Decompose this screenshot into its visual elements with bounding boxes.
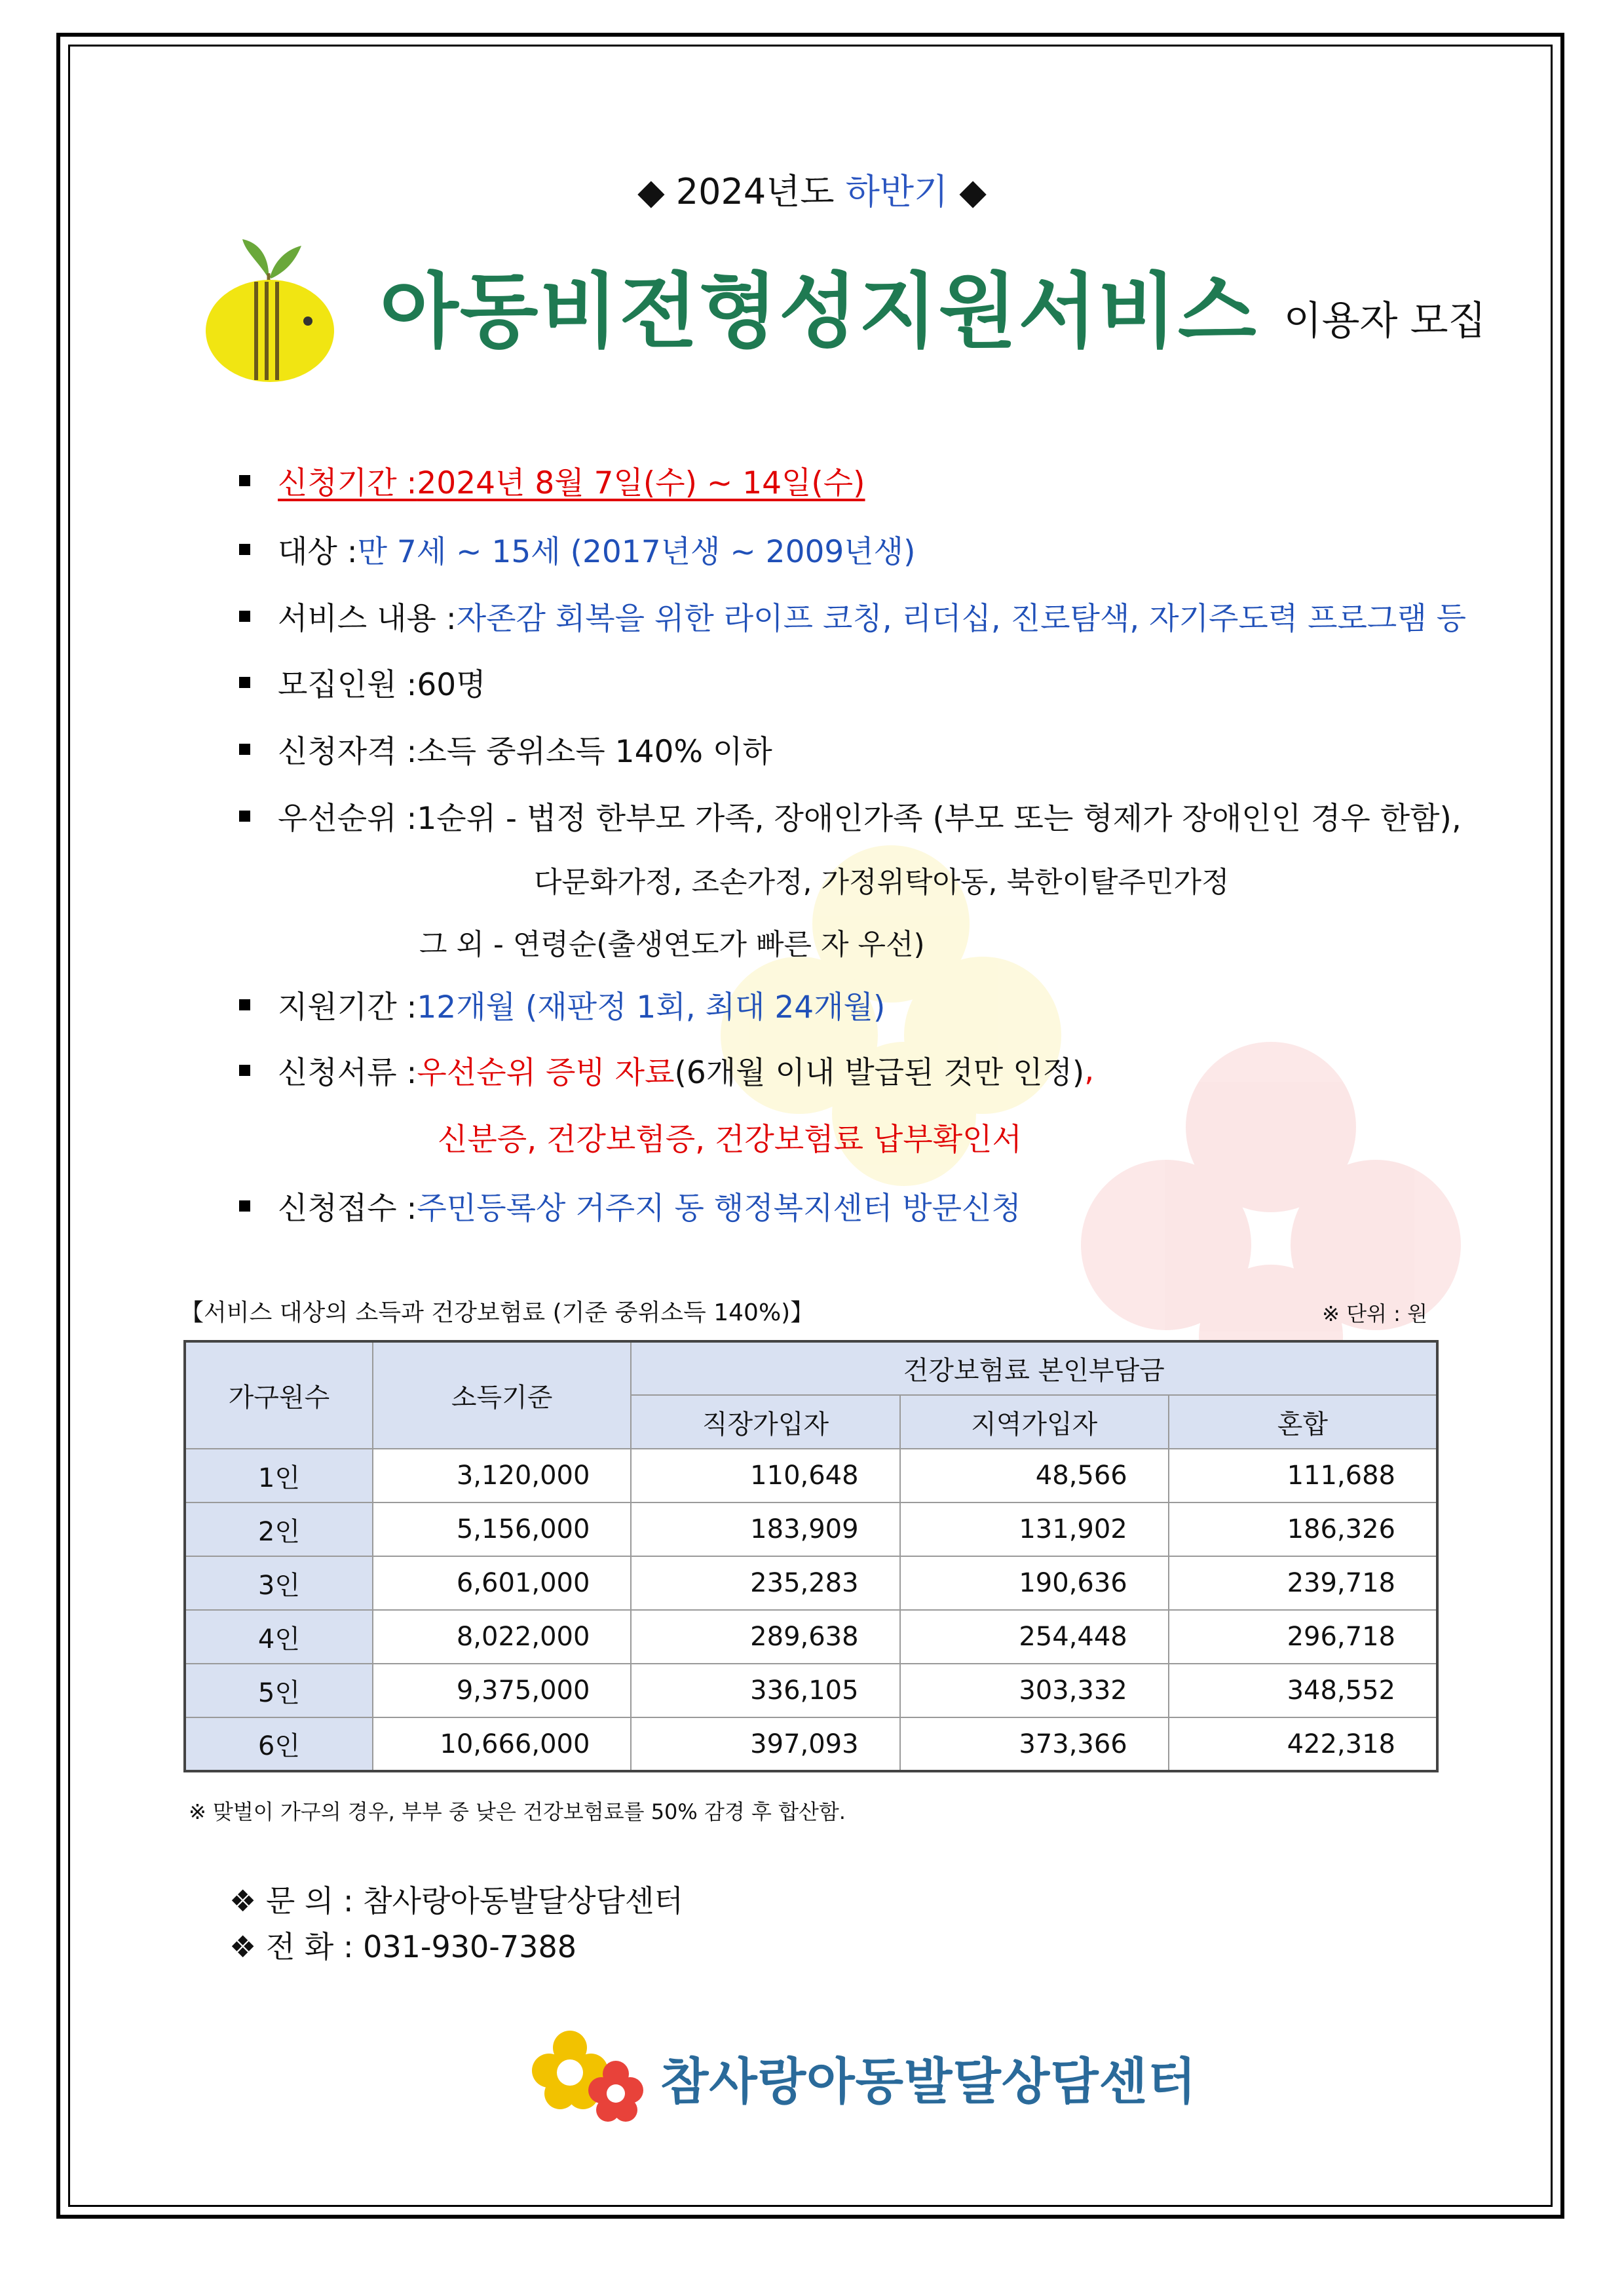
item-service <box>239 594 1466 638</box>
table-row <box>185 1449 1437 1502</box>
cell-income: 9,375,000 <box>373 1664 632 1717</box>
header-income: 소득기준 <box>373 1341 632 1449</box>
cell-household: 6인 <box>185 1717 373 1771</box>
cell-household: 4인 <box>185 1610 373 1664</box>
item-qualification <box>239 727 772 771</box>
inquiry-value: 참사랑아동발달상담센터 <box>363 1883 683 1919</box>
cell-mixed: 111,688 <box>1169 1449 1437 1502</box>
service-value: 자존감 회복을 위한 라이프 코칭, 리더십, 진로탐색, 자기주도력 프로그램 등 <box>456 601 1467 637</box>
header-premium-group: 건강보험료 본인부담금 <box>631 1341 1437 1395</box>
cell-regional: 373,366 <box>900 1717 1169 1771</box>
diamond-right-icon: ◆ <box>959 171 987 212</box>
priority-line3: 그 외 - 연령순(출생연도가 빠른 자 우선) <box>419 928 925 961</box>
item-reception <box>239 1184 1021 1228</box>
table-caption: 【서비스 대상의 소득과 건강보험료 (기준 중위소득 140%)】 <box>180 1299 814 1326</box>
title-suffix: 이용자 모집 <box>1283 298 1486 344</box>
support-value: 12개월 (재판정 1회, 최대 24개월) <box>417 989 886 1025</box>
qualification-value: 소득 중위소득 140% 이하 <box>417 734 772 770</box>
bullet-icon <box>239 677 250 688</box>
apply-period-value: 2024년 8월 7일(수) ~ 14일(수) <box>417 465 865 501</box>
subtitle <box>0 164 1624 214</box>
cell-regional: 48,566 <box>900 1449 1169 1502</box>
documents-comma: , <box>1084 1052 1095 1088</box>
item-recruit <box>239 660 486 704</box>
cell-income: 10,666,000 <box>373 1717 632 1771</box>
qualification-label: 신청자격 : <box>278 734 417 770</box>
cell-employee: 110,648 <box>631 1449 899 1502</box>
service-label: 서비스 내용 : <box>278 601 457 637</box>
cell-employee: 183,909 <box>631 1502 899 1556</box>
cell-mixed: 348,552 <box>1169 1664 1437 1717</box>
bullet-icon <box>239 611 250 622</box>
cell-income: 8,022,000 <box>373 1610 632 1664</box>
cell-household: 2인 <box>185 1502 373 1556</box>
header-regional: 지역가입자 <box>900 1395 1169 1449</box>
cell-household: 1인 <box>185 1449 373 1502</box>
cell-employee: 336,105 <box>631 1664 899 1717</box>
table-row <box>185 1664 1437 1717</box>
priority-label: 우선순위 : <box>278 801 417 837</box>
phone-value: 031-930-7388 <box>363 1929 576 1964</box>
target-label: 대상 : <box>278 534 358 570</box>
table-row <box>185 1610 1437 1664</box>
table-unit: ※ 단위 : 원 <box>1322 1301 1427 1326</box>
table-row <box>185 1717 1437 1771</box>
phone-label: ❖ 전 화 : <box>229 1929 364 1964</box>
documents-line2: 신분증, 건강보험증, 건강보험료 납부확인서 <box>438 1122 1022 1158</box>
cell-regional: 254,448 <box>900 1610 1169 1664</box>
documents-red-part: 우선순위 증빙 자료 <box>417 1055 675 1091</box>
cell-regional: 131,902 <box>900 1502 1169 1556</box>
diamond-left-icon: ◆ <box>637 171 665 212</box>
cell-regional: 190,636 <box>900 1556 1169 1610</box>
reception-label: 신청접수 : <box>278 1191 417 1227</box>
header-mixed: 혼합 <box>1169 1395 1437 1449</box>
cell-income: 6,601,000 <box>373 1556 632 1610</box>
flower-logo-icon <box>531 2028 649 2126</box>
reception-value: 주민등록상 거주지 동 행정복지센터 방문신청 <box>417 1191 1021 1227</box>
inquiry-label: ❖ 문 의 : <box>229 1883 364 1919</box>
income-premium-table <box>183 1340 1439 1772</box>
bullet-icon <box>239 1200 250 1212</box>
support-label: 지원기간 : <box>278 989 417 1025</box>
recruit-label: 모집인원 : <box>278 667 417 703</box>
cell-employee: 397,093 <box>631 1717 899 1771</box>
cell-income: 3,120,000 <box>373 1449 632 1502</box>
bullet-icon <box>239 744 250 755</box>
cell-employee: 235,283 <box>631 1556 899 1610</box>
bullet-icon <box>239 999 250 1010</box>
apply-period-label: 신청기간 : <box>278 465 417 501</box>
cell-income: 5,156,000 <box>373 1502 632 1556</box>
bullet-icon <box>239 544 250 555</box>
cell-mixed: 239,718 <box>1169 1556 1437 1610</box>
subtitle-half: 하반기 <box>845 171 949 212</box>
item-documents <box>239 1048 1094 1092</box>
contact-phone <box>229 1923 576 1966</box>
item-support <box>239 983 885 1027</box>
item-apply-period <box>239 459 865 503</box>
bullet-icon <box>239 1065 250 1076</box>
cell-household: 5인 <box>185 1664 373 1717</box>
documents-note: (6개월 이내 발급된 것만 인정) <box>674 1055 1085 1091</box>
item-target <box>239 527 915 571</box>
header-household: 가구원수 <box>185 1341 373 1449</box>
priority-line1: 1순위 - 법정 한부모 가족, 장애인가족 (부모 또는 형제가 장애인인 경우 한함), <box>417 801 1462 837</box>
footer-org-name: 참사랑아동발달상담센터 <box>660 2052 1197 2111</box>
subtitle-year: 2024년도 <box>675 171 835 212</box>
cell-regional: 303,332 <box>900 1664 1169 1717</box>
table-note: ※ 맞벌이 가구의 경우, 부부 중 낮은 건강보험료를 50% 감경 후 합산함. <box>189 1799 846 1824</box>
title-row <box>197 239 1486 370</box>
header-employee: 직장가입자 <box>631 1395 899 1449</box>
table-row <box>185 1556 1437 1610</box>
cell-mixed: 296,718 <box>1169 1610 1437 1664</box>
bullet-icon <box>239 811 250 822</box>
contact-inquiry <box>229 1877 683 1921</box>
item-priority <box>239 794 1462 838</box>
bee-logo-icon <box>197 226 341 383</box>
cell-employee: 289,638 <box>631 1610 899 1664</box>
documents-label: 신청서류 : <box>278 1055 417 1091</box>
bullet-icon <box>239 475 250 486</box>
priority-line2: 다문화가정, 조손가정, 가정위탁아동, 북한이탈주민가정 <box>534 866 1230 899</box>
cell-mixed: 186,326 <box>1169 1502 1437 1556</box>
cell-household: 3인 <box>185 1556 373 1610</box>
table-row <box>185 1502 1437 1556</box>
page-title: 아동비전형성지원서비스 <box>380 265 1258 359</box>
recruit-value: 60명 <box>417 667 486 703</box>
cell-mixed: 422,318 <box>1169 1717 1437 1771</box>
target-value: 만 7세 ~ 15세 (2017년생 ~ 2009년생) <box>357 534 916 570</box>
footer-logo <box>531 2028 1197 2126</box>
